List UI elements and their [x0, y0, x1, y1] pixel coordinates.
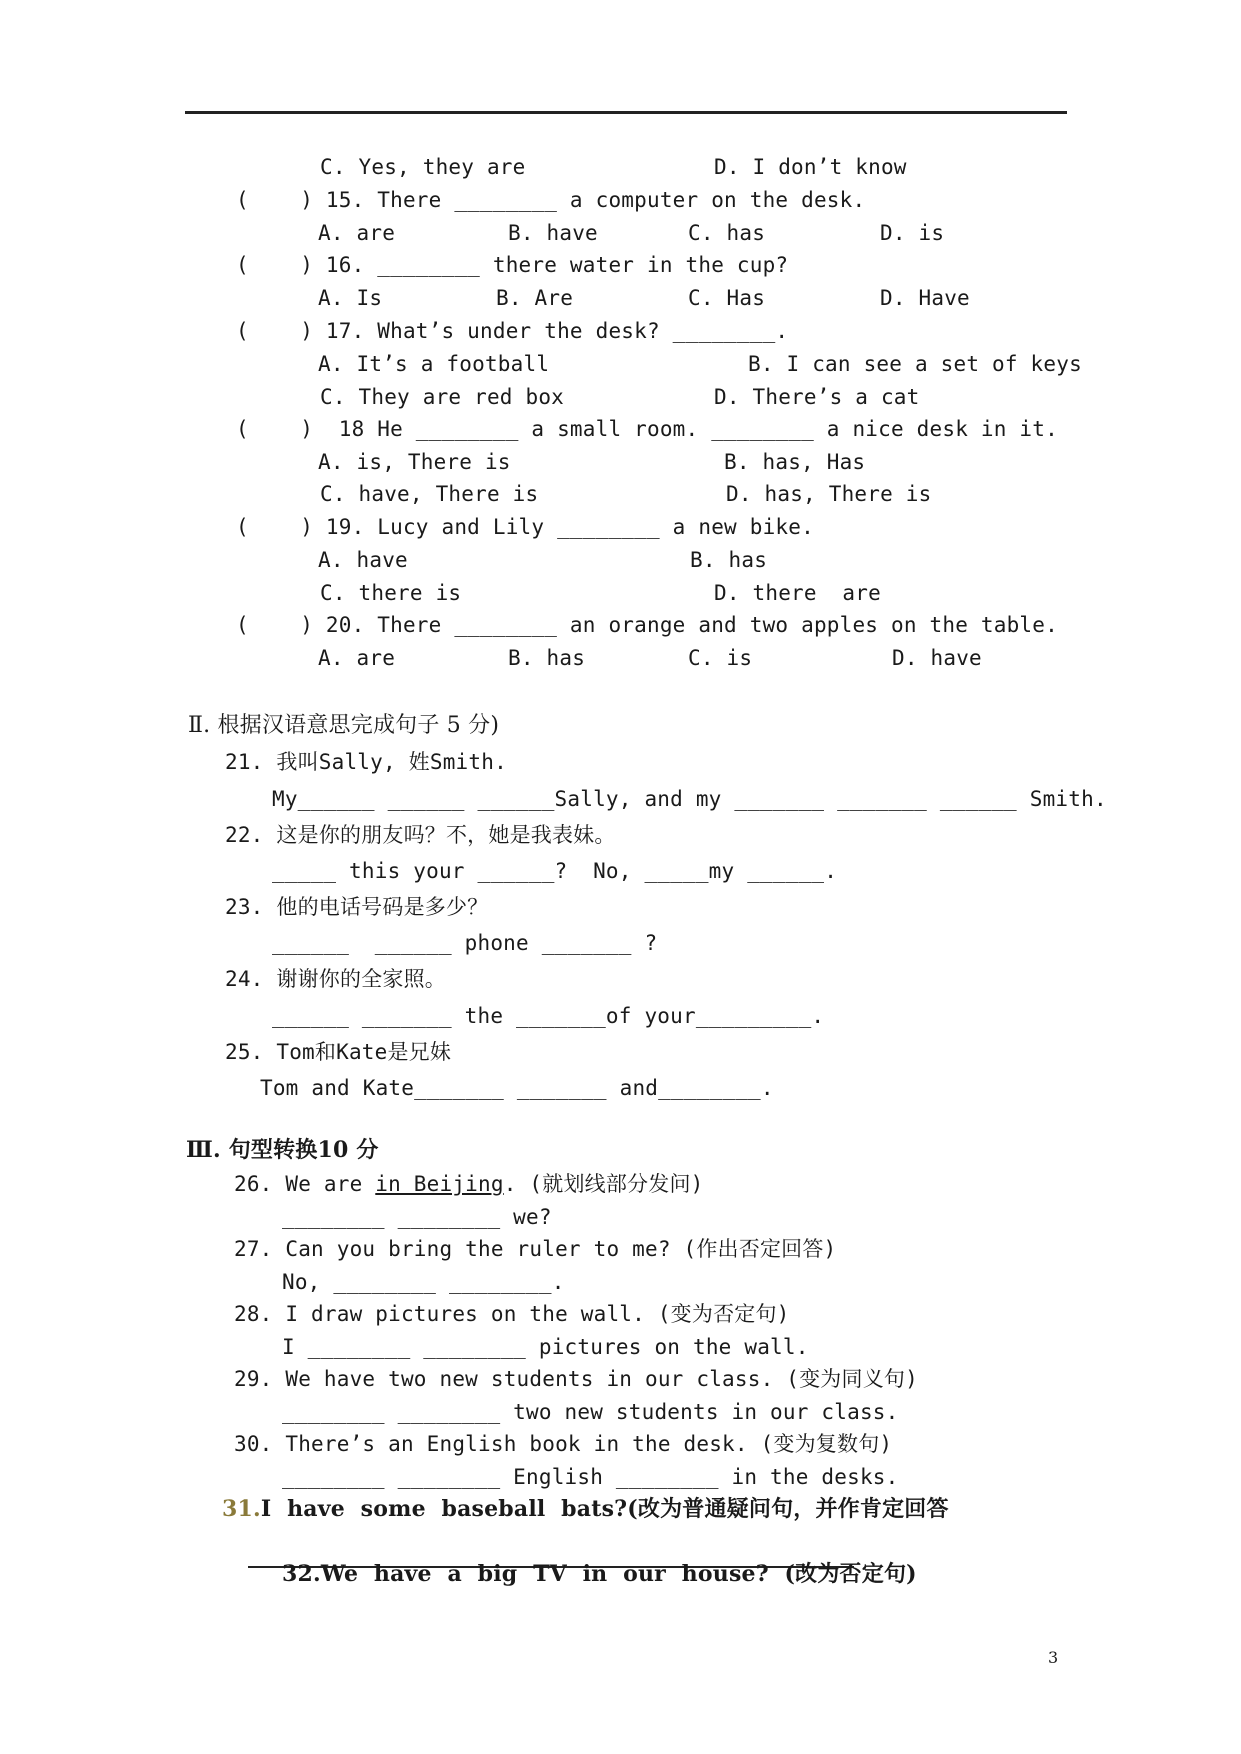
option-20b: B. has	[508, 646, 586, 670]
question-16: ( ) 16. ________ there water in the cup?	[236, 253, 789, 277]
option-18d: D. has, There is	[726, 482, 932, 506]
option-17a: A. It’s a football	[318, 352, 550, 376]
question-31	[222, 1496, 949, 1522]
underlined-phrase: in Beijing	[375, 1172, 504, 1196]
question-26-prefix: 26. We are	[234, 1172, 376, 1196]
question-19: ( ) 19. Lucy and Lily ________ a new bike.	[236, 515, 814, 539]
option-20c: C. is	[688, 646, 753, 670]
answer-line-24: ______ _______ the _______of your_________.	[272, 1004, 825, 1028]
question-26	[234, 1171, 704, 1197]
option-15b: B. have	[508, 221, 598, 245]
question-20: ( ) 20. There ________ an orange and two apples on the table.	[236, 613, 1058, 637]
option-15a: A. are	[318, 221, 396, 245]
answer-line-23: ______ ______ phone _______ ?	[272, 931, 658, 955]
option-17b: B. I can see a set of keys	[748, 352, 1082, 376]
option-19a: A. have	[318, 548, 408, 572]
answer-line-25: Tom and Kate_______ _______ and________.	[260, 1076, 774, 1100]
page-number: 3	[1048, 1648, 1059, 1667]
option-20a: A. are	[318, 646, 396, 670]
answer-line-27: No, ________ ________.	[282, 1270, 565, 1294]
question-28: 28. I draw pictures on the wall. (变为否定句)	[234, 1302, 790, 1326]
answer-line-30: ________ ________ English ________ in the desks.	[282, 1465, 899, 1489]
question-15: ( ) 15. There ________ a computer on the desk.	[236, 188, 866, 212]
question-23: 23. 他的电话号码是多少？	[225, 895, 489, 919]
option-17d: D. There’s a cat	[714, 385, 920, 409]
question-31-number: 31.	[222, 1496, 261, 1522]
section-3-heading: Ⅲ. 句型转换10 分	[186, 1137, 379, 1163]
answer-line-29: ________ ________ two new students in our class.	[282, 1400, 899, 1424]
option-18b: B. has, Has	[724, 450, 866, 474]
option-16d: D. Have	[880, 286, 970, 310]
option-17c: C. They are red box	[320, 385, 565, 409]
question-30: 30. There’s an English book in the desk. (变为复数句)	[234, 1432, 893, 1456]
question-18: ( ) 18 He ________ a small room. ________ a nice desk in it.	[236, 417, 1058, 441]
option-16b: B. Are	[496, 286, 574, 310]
option-18c: C. have, There is	[320, 482, 539, 506]
option-19c: C. there is	[320, 581, 462, 605]
option-14c: C. Yes, they are	[320, 155, 526, 179]
option-15c: C. has	[688, 221, 766, 245]
question-29: 29. We have two new students in our class. (变为同义句)	[234, 1367, 918, 1391]
question-25: 25. Tom和Kate是兄妹	[225, 1040, 452, 1064]
option-15d: D. is	[880, 221, 945, 245]
option-18a: A. is, There is	[318, 450, 511, 474]
option-19d: D. there are	[714, 581, 881, 605]
option-16a: A. Is	[318, 286, 383, 310]
answer-line-21: My______ ______ ______Sally, and my _______ _______ ______ Smith.	[272, 787, 1107, 811]
option-16c: C. Has	[688, 286, 766, 310]
question-22: 22. 这是你的朋友吗？不，她是我表妹。	[225, 823, 616, 847]
question-24: 24. 谢谢你的全家照。	[225, 967, 446, 991]
answer-line-26: ________ ________ we?	[282, 1205, 552, 1229]
question-17: ( ) 17. What’s under the desk? ________.	[236, 319, 789, 343]
question-27: 27. Can you bring the ruler to me? (作出否定回答)	[234, 1237, 837, 1261]
section-2-heading: Ⅱ. 根据汉语意思完成句子 5 分)	[188, 713, 500, 738]
question-21: 21. 我叫Sally, 姓Smith.	[225, 750, 507, 774]
option-14d: D. I don’t know	[714, 155, 907, 179]
header-rule	[185, 111, 1067, 114]
question-26-suffix: . (就划线部分发问)	[503, 1172, 704, 1196]
answer-line-22: _____ this your ______? No, _____my ______.	[272, 859, 838, 883]
option-20d: D. have	[892, 646, 982, 670]
answer-line-28: I ________ ________ pictures on the wall.	[282, 1335, 809, 1359]
question-32: 32.We have a big TV in our house? (改为否定句)	[282, 1561, 917, 1587]
option-19b: B. has	[690, 548, 768, 572]
question-31-text: I have some baseball bats?(改为普通疑问句，并作肯定回答	[260, 1496, 949, 1522]
